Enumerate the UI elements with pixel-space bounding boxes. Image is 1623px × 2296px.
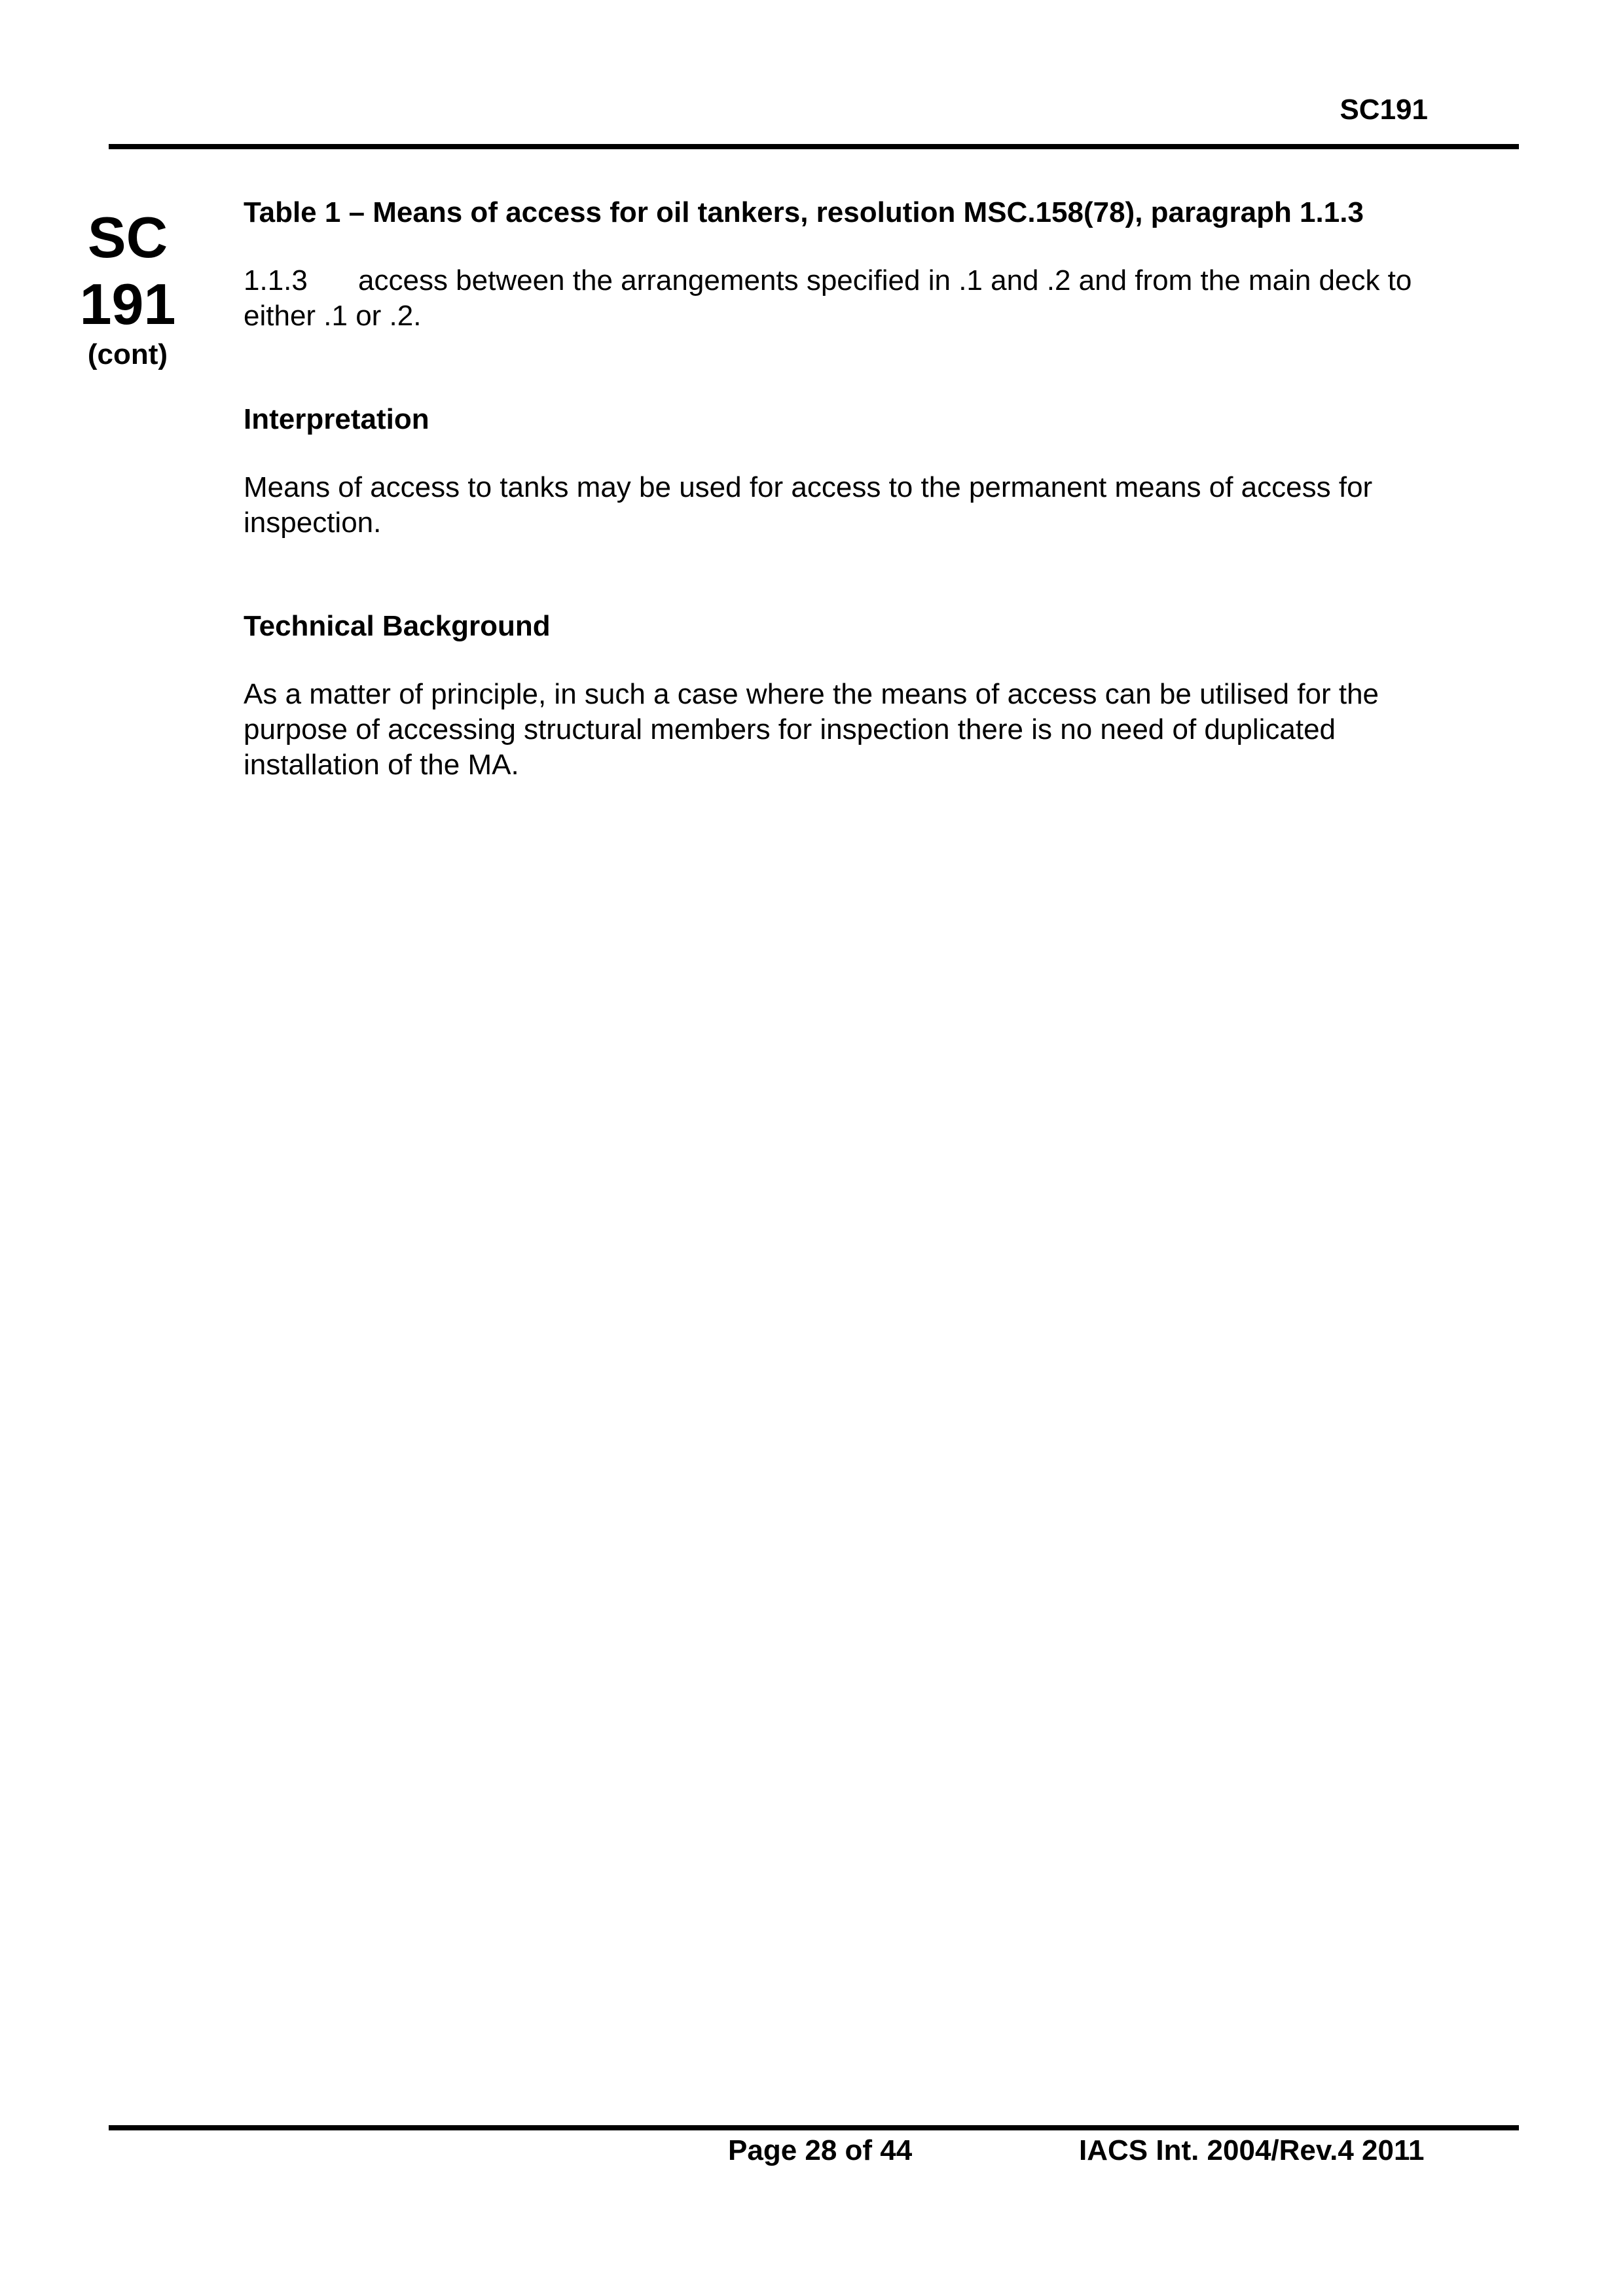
- interpretation-heading: Interpretation: [244, 403, 429, 435]
- page-number: Page 28 of 44: [728, 2134, 913, 2166]
- header-rule: [109, 144, 1519, 149]
- background-text: As a matter of principle, in such a case where the means of access can be utilised for the purpose of accessing structural members for inspection there is no need of duplicated installation of the MA.: [244, 678, 1379, 781]
- background-heading: Technical Background: [244, 610, 551, 642]
- margin-tag-sc: SC: [87, 205, 168, 270]
- margin-tag: [79, 204, 177, 372]
- header-code: SC191: [1340, 94, 1428, 126]
- footer-rule: [109, 2125, 1519, 2130]
- margin-tag-number: 191: [79, 272, 176, 336]
- paragraph-text-line2: either .1 or .2.: [244, 300, 422, 332]
- regulation-paragraph: [244, 263, 1474, 334]
- document-body: [244, 195, 1474, 783]
- interpretation-text: Means of access to tanks may be used for access to the permanent means of access for inspection.: [244, 471, 1373, 539]
- margin-tag-cont: (cont): [87, 338, 168, 370]
- paragraph-text-line1: access between the arrangements specified in .1 and .2 and from the main deck to: [358, 264, 1412, 296]
- table-title: Table 1 – Means of access for oil tankers, resolution MSC.158(78), paragraph 1.1.3: [244, 196, 1364, 228]
- document-reference: IACS Int. 2004/Rev.4 2011: [1079, 2134, 1425, 2166]
- paragraph-number: 1.1.3: [244, 264, 308, 296]
